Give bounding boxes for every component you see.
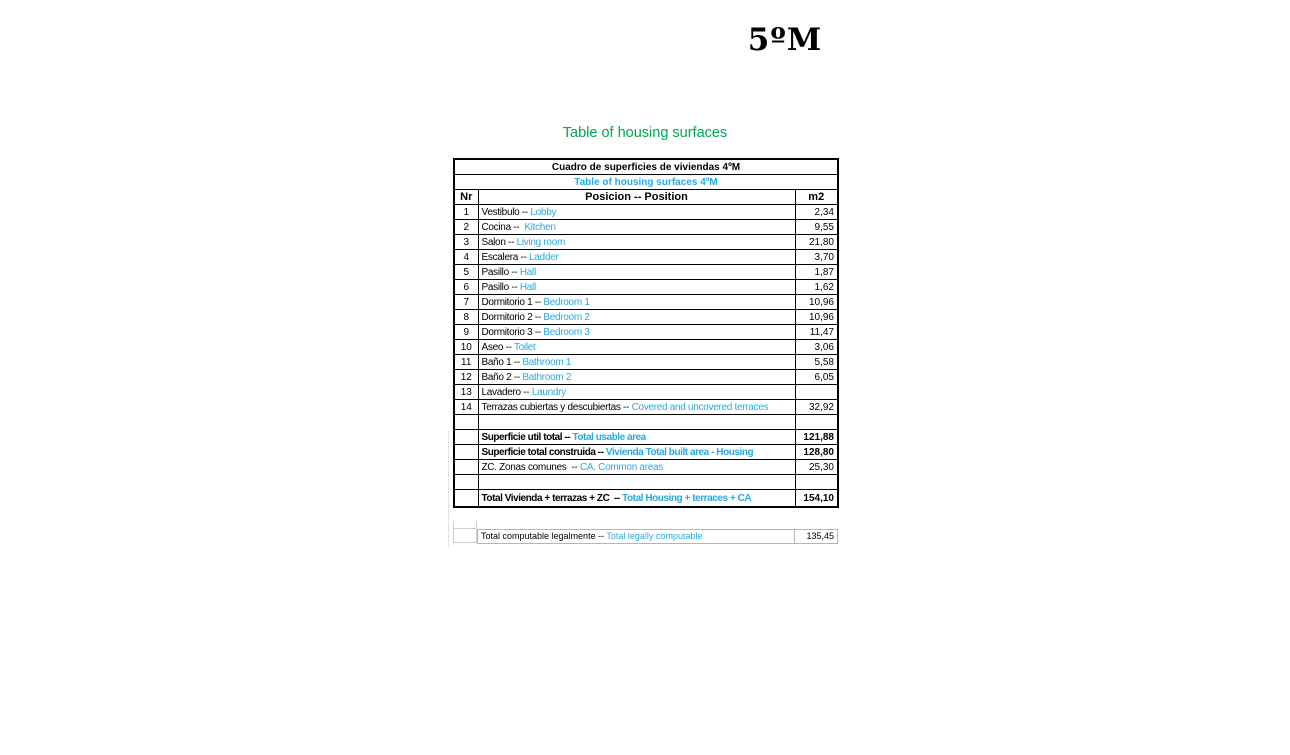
row-number: 1: [454, 205, 478, 220]
position-en: Covered and uncovered terraces: [631, 401, 769, 413]
row-position: [478, 220, 795, 235]
position-es: Lavadero --: [481, 386, 532, 398]
position-en: Hall: [519, 281, 536, 293]
summary-area: 128,80: [795, 445, 838, 460]
legal-area: 135,45: [795, 529, 838, 544]
housing-surfaces-table: [453, 158, 839, 508]
summary-row-built: [454, 445, 838, 460]
summary-en: Vivienda Total built area - Housing: [605, 446, 754, 458]
row-number: 2: [454, 220, 478, 235]
legally-computable-row: [477, 529, 838, 544]
row-position: [478, 325, 795, 340]
table-title-en: Table of housing surfaces 4ºM: [454, 175, 838, 190]
row-position: [478, 205, 795, 220]
row-area: 3,70: [795, 250, 838, 265]
grand-total-row: [454, 490, 838, 508]
summary-area: 25,30: [795, 460, 838, 475]
row-number: 5: [454, 265, 478, 280]
position-es: Dormitorio 2 --: [481, 311, 544, 323]
position-es: Cocina --: [481, 221, 525, 233]
gridline-strip: [453, 521, 477, 543]
table-row: [454, 310, 838, 325]
legal-es: Total computable legalmente --: [481, 531, 607, 541]
row-position: [478, 280, 795, 295]
position-en: Laundry: [531, 386, 566, 398]
table-heading: Table of housing surfaces: [562, 125, 728, 141]
position-es: Baño 1 --: [481, 356, 523, 368]
position-en: Living room: [516, 236, 565, 248]
table-title-row-en: [454, 175, 838, 190]
table-row: [454, 385, 838, 400]
summary-en: CA. Common areas: [579, 461, 663, 473]
spacer-row: [454, 415, 838, 430]
summary-en: Total usable area: [572, 431, 646, 443]
position-en: Kitchen: [524, 221, 556, 233]
row-number: 3: [454, 235, 478, 250]
position-es: Baño 2 --: [481, 371, 523, 383]
table-row: [454, 220, 838, 235]
total-en: Total Housing + terraces + CA: [622, 492, 752, 504]
row-area: 6,05: [795, 370, 838, 385]
row-number: 13: [454, 385, 478, 400]
position-en: Bedroom 1: [543, 296, 590, 308]
row-position: [478, 265, 795, 280]
position-es: Pasillo --: [481, 281, 520, 293]
summary-label: [478, 430, 795, 445]
row-position: [478, 250, 795, 265]
table-row: [454, 340, 838, 355]
table-row: [454, 325, 838, 340]
total-es: Total Vivienda + terrazas + ZC --: [481, 492, 623, 504]
gridline: [448, 430, 449, 547]
row-number: 7: [454, 295, 478, 310]
row-area: 1,87: [795, 265, 838, 280]
position-es: Escalera --: [481, 251, 530, 263]
position-es: Aseo --: [481, 341, 514, 353]
row-area: 2,34: [795, 205, 838, 220]
summary-area: 121,88: [795, 430, 838, 445]
row-area: 3,06: [795, 340, 838, 355]
table-row: [454, 250, 838, 265]
position-es: Terrazas cubiertas y descubiertas --: [481, 401, 632, 413]
row-position: [478, 295, 795, 310]
row-area: 10,96: [795, 310, 838, 325]
row-position: [478, 370, 795, 385]
table-title-es: Cuadro de superficies de viviendas 4ºM: [454, 159, 838, 175]
row-position: [478, 235, 795, 250]
summary-es: Superficie total construida --: [481, 446, 606, 458]
row-position: [478, 400, 795, 415]
table-row: [454, 400, 838, 415]
position-en: Ladder: [529, 251, 559, 263]
summary-es: Superficie util total --: [481, 431, 573, 443]
row-area: 1,62: [795, 280, 838, 295]
table-row: [454, 205, 838, 220]
position-en: Bathroom 1: [522, 356, 572, 368]
row-position: [478, 385, 795, 400]
position-en: Lobby: [530, 206, 557, 218]
table-row: [454, 295, 838, 310]
row-position: [478, 340, 795, 355]
position-es: Dormitorio 3 --: [481, 326, 544, 338]
table-row: [454, 235, 838, 250]
column-header-row: [454, 190, 838, 205]
row-position: [478, 310, 795, 325]
spacer-row: [454, 475, 838, 490]
table-title-row-es: [454, 159, 838, 175]
table-row: [454, 265, 838, 280]
legal-en: Total legally computable: [606, 531, 703, 541]
position-en: Bedroom 3: [543, 326, 590, 338]
row-number: 6: [454, 280, 478, 295]
col-header-m2: m2: [795, 190, 838, 205]
row-area: 9,55: [795, 220, 838, 235]
row-area: 5,58: [795, 355, 838, 370]
row-number: 8: [454, 310, 478, 325]
position-en: Toilet: [513, 341, 536, 353]
row-number: 9: [454, 325, 478, 340]
legal-label: [477, 529, 795, 544]
row-area: [795, 385, 838, 400]
summary-es: ZC. Zonas comunes --: [481, 461, 580, 473]
position-en: Bedroom 2: [543, 311, 590, 323]
position-es: Salon --: [481, 236, 517, 248]
row-area: 32,92: [795, 400, 838, 415]
table-row: [454, 355, 838, 370]
summary-label: [478, 445, 795, 460]
position-en: Hall: [519, 266, 536, 278]
summary-row-common: [454, 460, 838, 475]
row-number: 11: [454, 355, 478, 370]
table-row: [454, 280, 838, 295]
row-number: 14: [454, 400, 478, 415]
total-area: 154,10: [795, 490, 838, 508]
row-area: 11,47: [795, 325, 838, 340]
page-title: 5ºM: [747, 22, 823, 58]
row-number: 10: [454, 340, 478, 355]
summary-row-usable: [454, 430, 838, 445]
row-position: [478, 355, 795, 370]
total-label: [478, 490, 795, 508]
row-number: 12: [454, 370, 478, 385]
position-es: Pasillo --: [481, 266, 520, 278]
row-area: 21,80: [795, 235, 838, 250]
row-area: 10,96: [795, 295, 838, 310]
table-row: [454, 370, 838, 385]
col-header-position: Posicion -- Position: [478, 190, 795, 205]
col-header-nr: Nr: [454, 190, 478, 205]
position-es: Vestibulo --: [481, 206, 531, 218]
position-es: Dormitorio 1 --: [481, 296, 544, 308]
summary-label: [478, 460, 795, 475]
row-number: 4: [454, 250, 478, 265]
position-en: Bathroom 2: [522, 371, 572, 383]
